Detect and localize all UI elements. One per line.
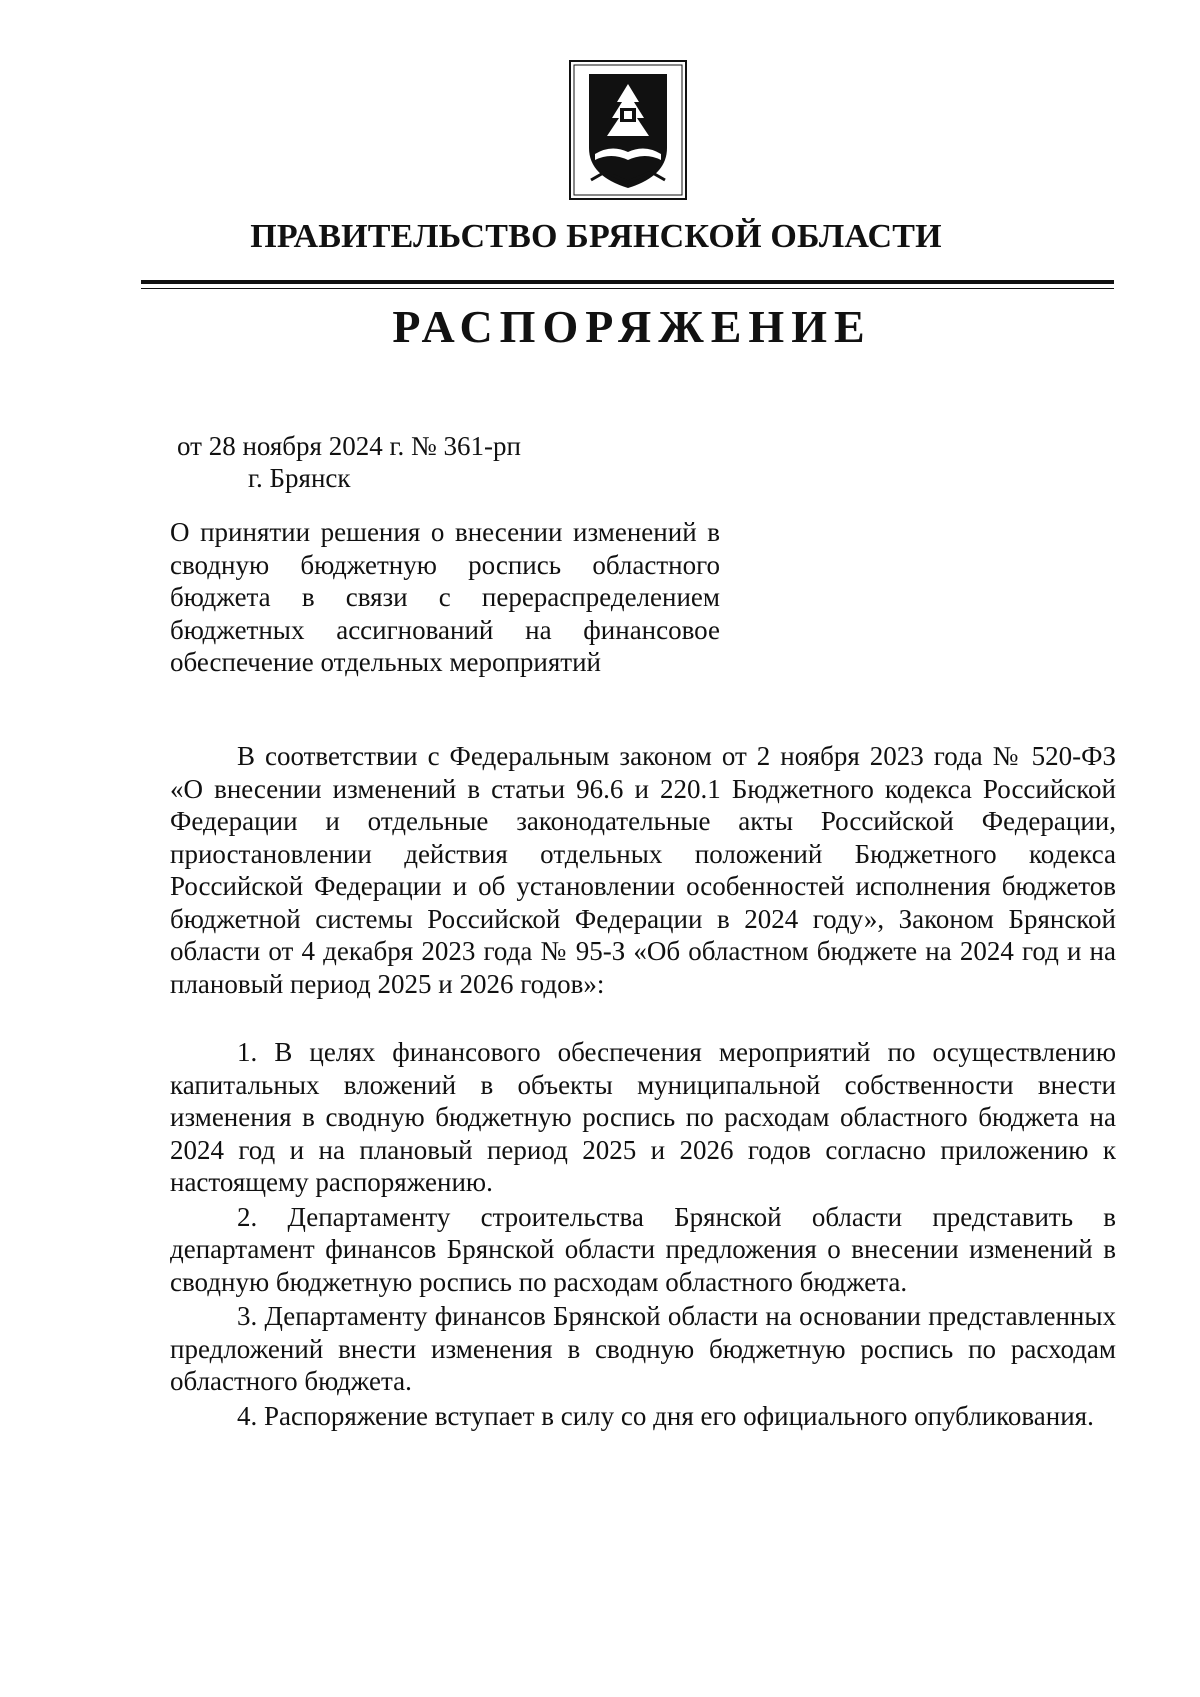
item-text: Департаменту финансов Брянской области на основании представленных предложений внести изменения в сводную бюджетную роспись по расходам областного бюджета.	[170, 1301, 1117, 1396]
decree-item	[170, 1036, 1116, 1199]
document-city: г. Брянск	[248, 463, 351, 493]
header-rule-thick	[141, 280, 1114, 284]
organization-title: ПРАВИТЕЛЬСТВО БРЯНСКОЙ ОБЛАСТИ	[250, 218, 942, 255]
item-number: 2.	[237, 1201, 258, 1232]
decree-item	[170, 1400, 1116, 1433]
header-rule-thin	[141, 288, 1114, 289]
document-date-number: от 28 ноября 2024 г. № 361-рп	[177, 431, 521, 461]
preamble-paragraph: В соответствии с Федеральным законом от 2 ноября 2023 года № 520-ФЗ «О внесении изменений в статьи 96.6 и 220.1 Бюджетного кодекса Российской Федерации и отдельные законодательные акты Российской Федерации, приостановлении действия отдельных положений Бюджетного кодекса Российской Федерации и об установлении особенностей исполнения бюджетов бюджетной системы Российской Федерации в 2024 году», Законом Брянской области от 4 декабря 2023 года № 95-З «Об областном бюджете на 2024 год и на плановый период 2025 и 2026 годов»:	[170, 741, 1116, 999]
decree-item	[170, 1201, 1116, 1299]
item-number: 4.	[237, 1400, 258, 1431]
decree-item	[170, 1300, 1116, 1398]
item-text: Департаменту строительства Брянской области представить в департамент финансов Брянской области предложения о внесении изменений в сводную бюджетную роспись по расходам областного бюджета.	[170, 1201, 1117, 1297]
item-number: 3.	[237, 1301, 258, 1331]
coat-of-arms-icon	[569, 60, 687, 200]
document-type-title: РАСПОРЯЖЕНИЕ	[392, 301, 872, 352]
decree-items	[170, 1036, 1116, 1434]
item-number: 1.	[237, 1037, 258, 1067]
document-subject: О принятии решения о внесении изменений в сводную бюджетную роспись областного бюджета в связи с перераспределением бюджетных ассигнований на финансовое обеспечение отдельных мероприятий	[170, 517, 720, 677]
item-text: В целях финансового обеспечения мероприятий по осуществлению капитальных вложений в объекты муниципальной собственности внести изменения в сводную бюджетную роспись по расходам областного бюджета на 2024 год и на плановый период 2025 и 2026 годов согласно приложению к настоящему распоряжению.	[170, 1037, 1117, 1197]
item-text: Распоряжение вступает в силу со дня его официального опубликования.	[264, 1400, 1094, 1431]
